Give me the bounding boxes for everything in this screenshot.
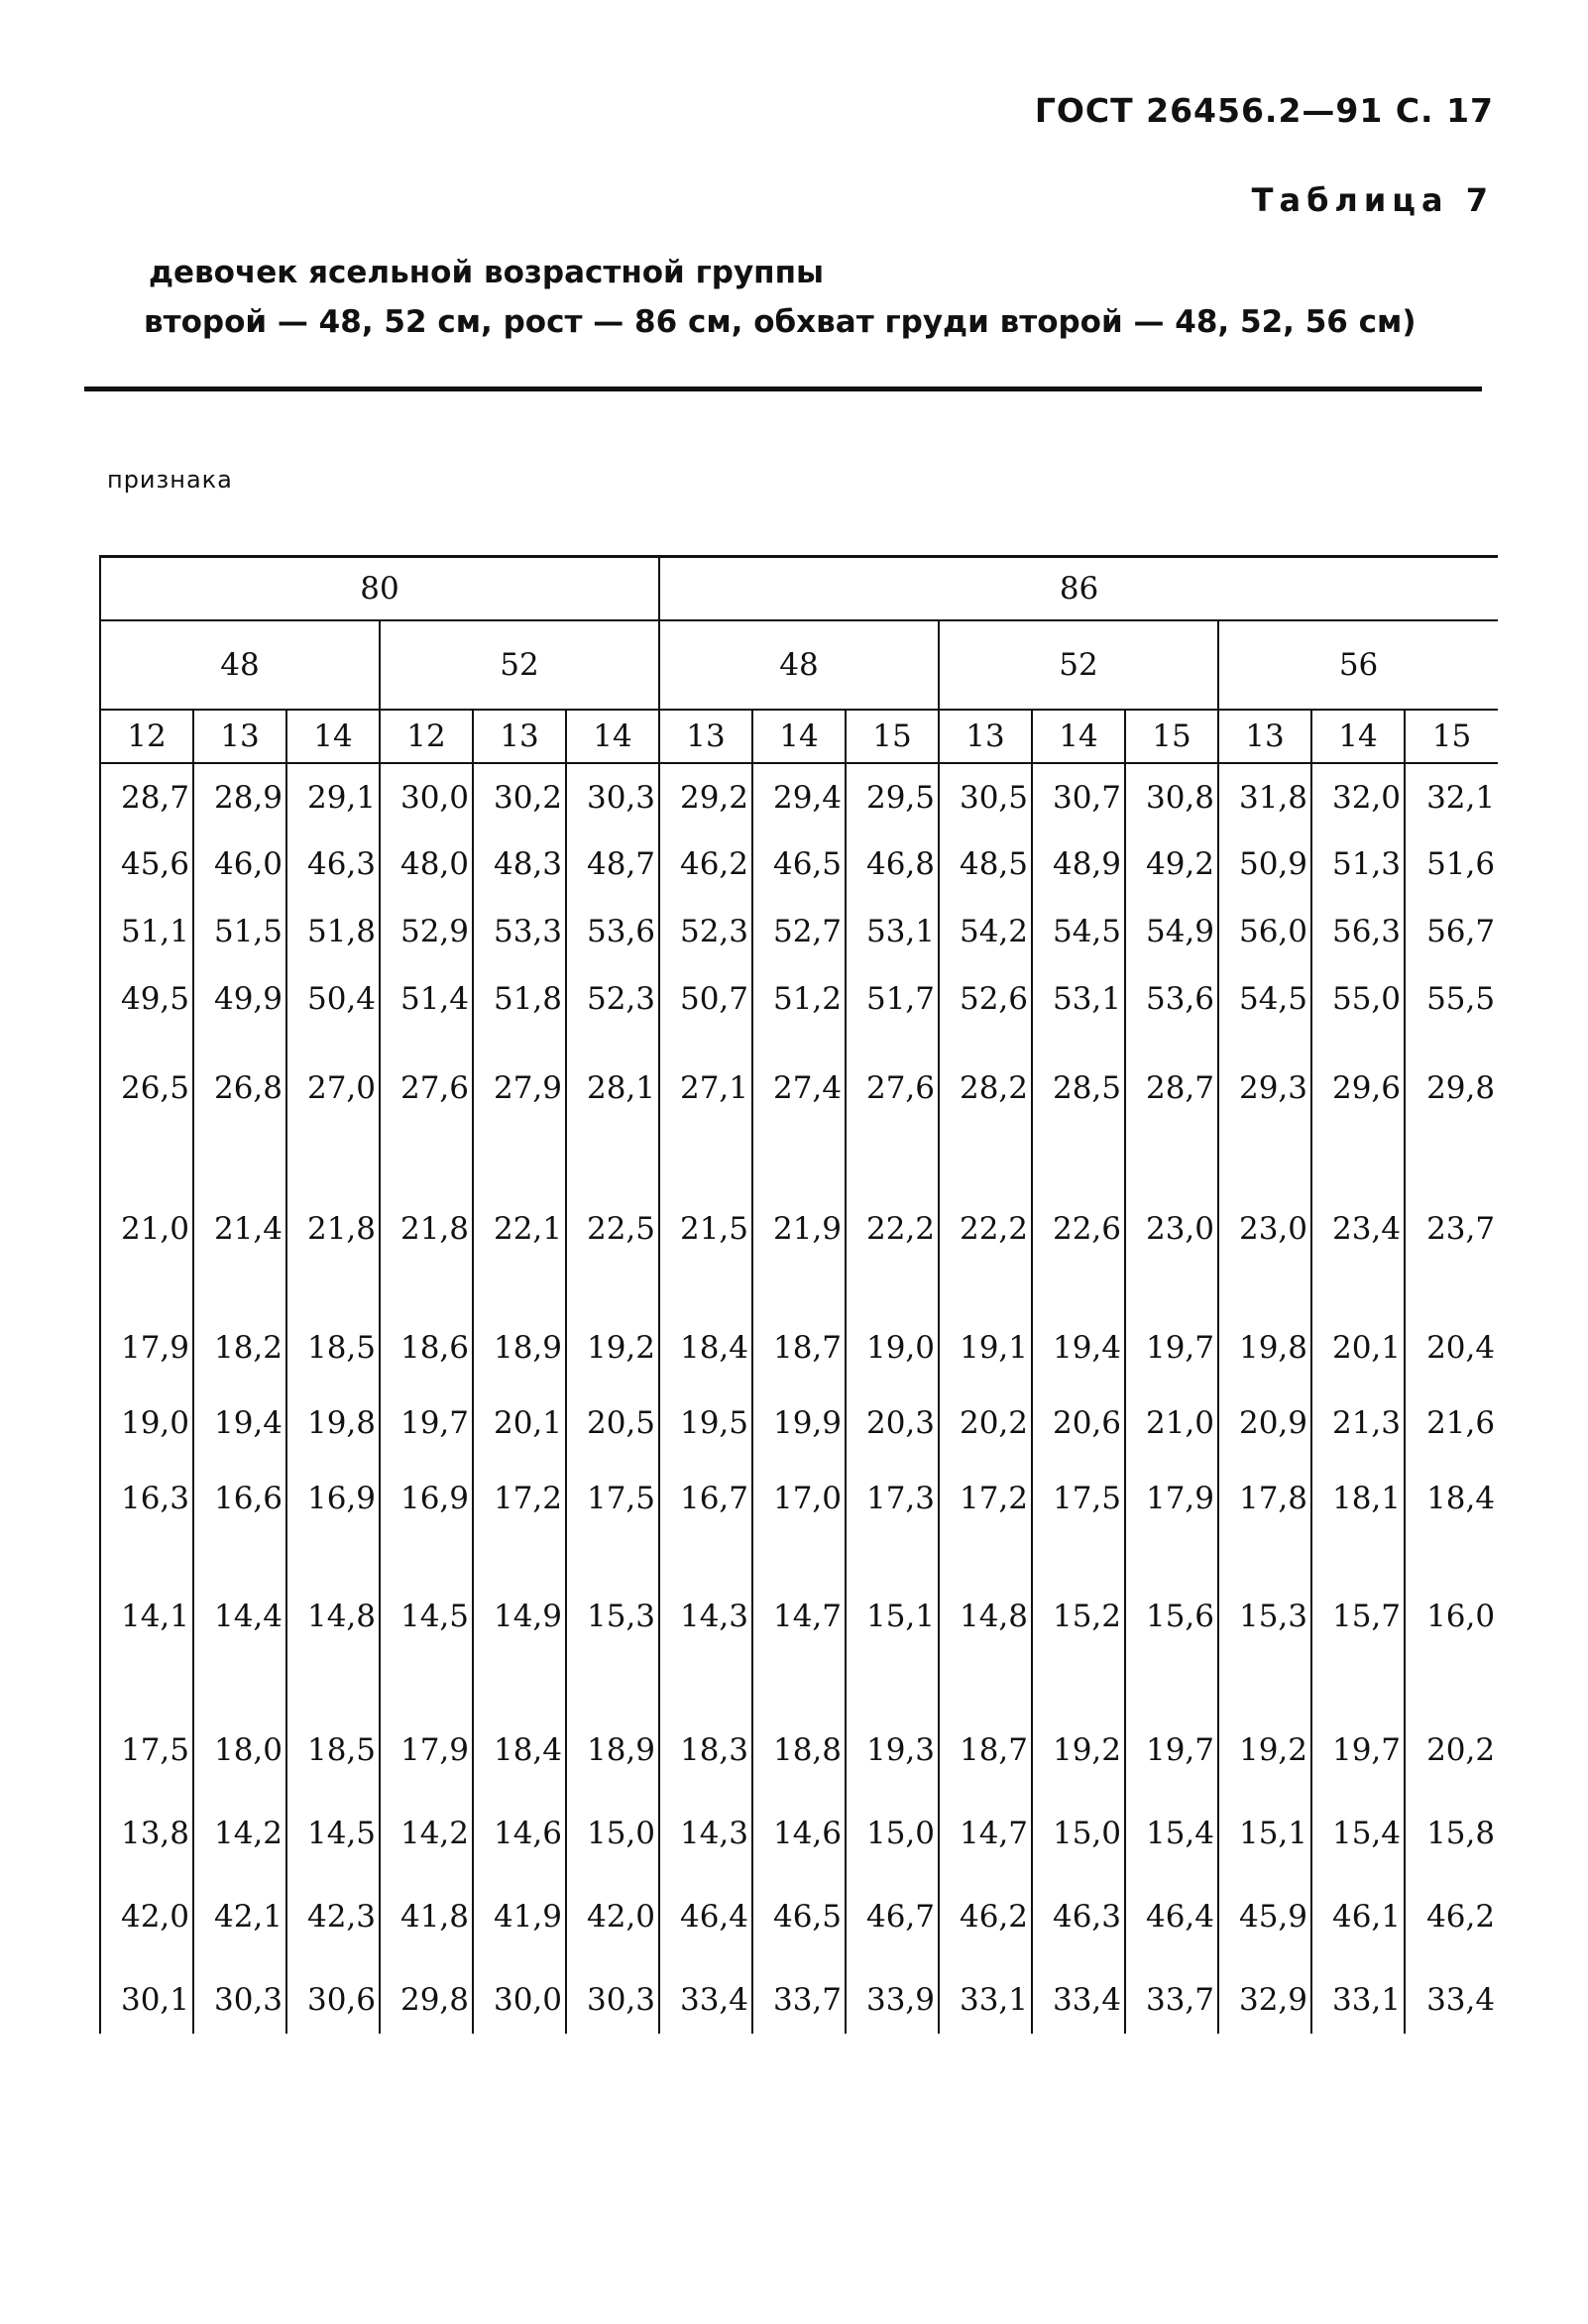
table-cell: 20,2 (939, 1382, 1032, 1465)
table-cell: 52,9 (380, 898, 473, 965)
table-caption (144, 248, 1417, 347)
table-cell: 52,3 (659, 898, 752, 965)
table-row (100, 1800, 1498, 1867)
table-cell: 14,2 (380, 1800, 473, 1867)
document-code: ГОСТ 26456.2—91 С. 17 (1034, 91, 1494, 130)
table-cell: 27,6 (846, 1033, 939, 1144)
hip-size-header: 13 (659, 710, 752, 763)
table-cell: 16,9 (380, 1465, 473, 1532)
table-cell: 17,3 (846, 1465, 939, 1532)
table-cell: 42,0 (566, 1867, 659, 1966)
table-cell: 14,8 (939, 1532, 1032, 1701)
table-cell: 48,3 (473, 830, 566, 898)
table-cell: 50,9 (1218, 830, 1311, 898)
table-cell: 14,5 (286, 1800, 380, 1867)
chest-group-header: 52 (939, 620, 1218, 710)
table-cell: 17,2 (473, 1465, 566, 1532)
table-cell: 29,8 (1405, 1033, 1498, 1144)
table-cell: 20,6 (1032, 1382, 1125, 1465)
table-cell: 30,3 (566, 1966, 659, 2034)
table-row (100, 1144, 1498, 1314)
table-cell: 17,8 (1218, 1465, 1311, 1532)
chest-group-header: 48 (100, 620, 380, 710)
table-cell: 52,7 (752, 898, 846, 965)
table-cell: 21,3 (1311, 1382, 1405, 1465)
table-cell: 53,6 (1125, 965, 1218, 1033)
table-cell: 18,9 (566, 1701, 659, 1800)
table-row (100, 1867, 1498, 1966)
table-cell: 18,9 (473, 1314, 566, 1382)
table-cell: 33,7 (752, 1966, 846, 2034)
table-cell: 14,6 (752, 1800, 846, 1867)
table-cell: 18,4 (659, 1314, 752, 1382)
table-cell: 42,1 (193, 1867, 286, 1966)
table-cell: 54,2 (939, 898, 1032, 965)
table-cell: 29,2 (659, 763, 752, 830)
table-cell: 18,1 (1311, 1465, 1405, 1532)
table-cell: 19,1 (939, 1314, 1032, 1382)
table-cell: 29,5 (846, 763, 939, 830)
table-cell: 30,3 (193, 1966, 286, 2034)
table-cell: 49,2 (1125, 830, 1218, 898)
table-cell: 41,8 (380, 1867, 473, 1966)
hip-header-row (100, 710, 1498, 763)
table-cell: 15,7 (1311, 1532, 1405, 1701)
table-cell: 18,2 (193, 1314, 286, 1382)
table-cell: 18,5 (286, 1314, 380, 1382)
table-cell: 33,7 (1125, 1966, 1218, 2034)
table-cell: 55,5 (1405, 965, 1498, 1033)
table-cell: 46,5 (752, 830, 846, 898)
table-cell: 19,7 (380, 1382, 473, 1465)
table-cell: 13,8 (100, 1800, 193, 1867)
table-cell: 21,5 (659, 1144, 752, 1314)
table-number: Таблица 7 (1251, 181, 1494, 219)
hip-size-header: 14 (752, 710, 846, 763)
table-cell: 16,9 (286, 1465, 380, 1532)
table-cell: 28,1 (566, 1033, 659, 1144)
table-cell: 16,0 (1405, 1532, 1498, 1701)
table-cell: 51,2 (752, 965, 846, 1033)
table-cell: 19,8 (286, 1382, 380, 1465)
table-row (100, 830, 1498, 898)
table-cell: 20,3 (846, 1382, 939, 1465)
table-cell: 32,0 (1311, 763, 1405, 830)
table-cell: 29,8 (380, 1966, 473, 2034)
table-cell: 33,1 (939, 1966, 1032, 2034)
table-row (100, 898, 1498, 965)
table-cell: 46,4 (659, 1867, 752, 1966)
table-cell: 19,4 (193, 1382, 286, 1465)
table-row (100, 1382, 1498, 1465)
table-cell: 23,7 (1405, 1144, 1498, 1314)
table-cell: 31,8 (1218, 763, 1311, 830)
table-cell: 46,2 (939, 1867, 1032, 1966)
table-cell: 15,0 (846, 1800, 939, 1867)
hip-size-header: 14 (566, 710, 659, 763)
table-cell: 14,3 (659, 1800, 752, 1867)
table-cell: 20,9 (1218, 1382, 1311, 1465)
table-cell: 45,9 (1218, 1867, 1311, 1966)
table-cell: 17,0 (752, 1465, 846, 1532)
table-cell: 18,8 (752, 1701, 846, 1800)
table-cell: 50,4 (286, 965, 380, 1033)
table-row (100, 1532, 1498, 1701)
table-cell: 15,3 (566, 1532, 659, 1701)
table-cell: 28,9 (193, 763, 286, 830)
table-cell: 15,4 (1311, 1800, 1405, 1867)
table-cell: 19,9 (752, 1382, 846, 1465)
height-group-header: 86 (659, 557, 1498, 621)
table-cell: 20,1 (1311, 1314, 1405, 1382)
table-cell: 30,0 (380, 763, 473, 830)
table-cell: 56,0 (1218, 898, 1311, 965)
table-cell: 49,5 (100, 965, 193, 1033)
hip-size-header: 14 (1032, 710, 1125, 763)
table-cell: 23,0 (1218, 1144, 1311, 1314)
table-cell: 46,5 (752, 1867, 846, 1966)
table-cell: 46,7 (846, 1867, 939, 1966)
table-cell: 30,5 (939, 763, 1032, 830)
table-cell: 17,5 (1032, 1465, 1125, 1532)
table-cell: 51,8 (473, 965, 566, 1033)
table-cell: 21,4 (193, 1144, 286, 1314)
table-cell: 21,0 (1125, 1382, 1218, 1465)
table-cell: 53,6 (566, 898, 659, 965)
table-cell: 29,1 (286, 763, 380, 830)
table-cell: 19,8 (1218, 1314, 1311, 1382)
table-cell: 20,4 (1405, 1314, 1498, 1382)
chest-header-row (100, 620, 1498, 710)
caption-line-1: девочек ясельной возрастной группы (149, 255, 825, 290)
table-cell: 46,4 (1125, 1867, 1218, 1966)
table-cell: 17,9 (100, 1314, 193, 1382)
table-cell: 18,4 (1405, 1465, 1498, 1532)
hip-size-header: 12 (380, 710, 473, 763)
table-cell: 46,3 (1032, 1867, 1125, 1966)
table-cell: 29,3 (1218, 1033, 1311, 1144)
table-cell: 42,0 (100, 1867, 193, 1966)
table-cell: 18,3 (659, 1701, 752, 1800)
table-cell: 14,7 (939, 1800, 1032, 1867)
table-cell: 52,3 (566, 965, 659, 1033)
table-cell: 20,2 (1405, 1701, 1498, 1800)
table-cell: 27,0 (286, 1033, 380, 1144)
table-cell: 18,7 (939, 1701, 1032, 1800)
table-cell: 51,7 (846, 965, 939, 1033)
table-cell: 56,7 (1405, 898, 1498, 965)
table-cell: 49,9 (193, 965, 286, 1033)
table-cell: 17,5 (566, 1465, 659, 1532)
table-cell: 14,5 (380, 1532, 473, 1701)
table-cell: 51,5 (193, 898, 286, 965)
table-cell: 16,7 (659, 1465, 752, 1532)
table-cell: 53,1 (846, 898, 939, 965)
table-cell: 21,9 (752, 1144, 846, 1314)
table-cell: 23,0 (1125, 1144, 1218, 1314)
table-cell: 53,3 (473, 898, 566, 965)
table-cell: 18,0 (193, 1701, 286, 1800)
table-cell: 30,7 (1032, 763, 1125, 830)
table-cell: 21,8 (286, 1144, 380, 1314)
table-cell: 30,1 (100, 1966, 193, 2034)
table-cell: 17,9 (1125, 1465, 1218, 1532)
table-cell: 19,4 (1032, 1314, 1125, 1382)
table-cell: 19,5 (659, 1382, 752, 1465)
hip-size-header: 15 (846, 710, 939, 763)
table-cell: 14,1 (100, 1532, 193, 1701)
table-cell: 19,2 (1218, 1701, 1311, 1800)
table-cell: 16,6 (193, 1465, 286, 1532)
table-cell: 52,6 (939, 965, 1032, 1033)
table-cell: 19,7 (1125, 1314, 1218, 1382)
hip-size-header: 13 (473, 710, 566, 763)
table-cell: 51,3 (1311, 830, 1405, 898)
table-cell: 48,0 (380, 830, 473, 898)
table-cell: 54,9 (1125, 898, 1218, 965)
table-cell: 19,2 (566, 1314, 659, 1382)
table-cell: 51,8 (286, 898, 380, 965)
table-cell: 29,4 (752, 763, 846, 830)
table-cell: 54,5 (1032, 898, 1125, 965)
table-cell: 21,6 (1405, 1382, 1498, 1465)
table-cell: 51,4 (380, 965, 473, 1033)
table-cell: 42,3 (286, 1867, 380, 1966)
table-cell: 48,5 (939, 830, 1032, 898)
chest-group-header: 48 (659, 620, 939, 710)
table-cell: 30,0 (473, 1966, 566, 2034)
table-cell: 45,6 (100, 830, 193, 898)
table-cell: 18,4 (473, 1701, 566, 1800)
table-cell: 28,7 (1125, 1033, 1218, 1144)
table-cell: 33,1 (1311, 1966, 1405, 2034)
table-cell: 26,8 (193, 1033, 286, 1144)
table-row (100, 1701, 1498, 1800)
table-cell: 30,6 (286, 1966, 380, 2034)
table-cell: 17,5 (100, 1701, 193, 1800)
table-cell: 48,7 (566, 830, 659, 898)
table-cell: 33,4 (1405, 1966, 1498, 2034)
table-cell: 28,7 (100, 763, 193, 830)
table-cell: 23,4 (1311, 1144, 1405, 1314)
table-cell: 32,1 (1405, 763, 1498, 830)
table-cell: 19,0 (100, 1382, 193, 1465)
table-cell: 20,5 (566, 1382, 659, 1465)
hip-size-header: 14 (1311, 710, 1405, 763)
hip-size-header: 13 (939, 710, 1032, 763)
table-cell: 19,3 (846, 1701, 939, 1800)
table-cell: 26,5 (100, 1033, 193, 1144)
table-cell: 22,2 (939, 1144, 1032, 1314)
table-header (100, 557, 1498, 764)
table-cell: 15,8 (1405, 1800, 1498, 1867)
table-cell: 46,2 (1405, 1867, 1498, 1966)
table-cell: 15,6 (1125, 1532, 1218, 1701)
table-cell: 30,3 (566, 763, 659, 830)
table-row (100, 1314, 1498, 1382)
table-cell: 17,2 (939, 1465, 1032, 1532)
table-cell: 30,8 (1125, 763, 1218, 830)
table-cell: 53,1 (1032, 965, 1125, 1033)
table-row (100, 1465, 1498, 1532)
hip-size-header: 13 (1218, 710, 1311, 763)
table-cell: 28,2 (939, 1033, 1032, 1144)
table-cell: 19,0 (846, 1314, 939, 1382)
table-row (100, 763, 1498, 830)
table-cell: 32,9 (1218, 1966, 1311, 2034)
hip-size-header: 15 (1125, 710, 1218, 763)
table-body (100, 763, 1498, 2034)
table-cell: 48,9 (1032, 830, 1125, 898)
table-cell: 27,4 (752, 1033, 846, 1144)
table-cell: 15,1 (846, 1532, 939, 1701)
table-cell: 46,0 (193, 830, 286, 898)
table-cell: 18,7 (752, 1314, 846, 1382)
table-cell: 22,2 (846, 1144, 939, 1314)
table-cell: 56,3 (1311, 898, 1405, 965)
table-cell: 27,6 (380, 1033, 473, 1144)
table-cell: 33,4 (659, 1966, 752, 2034)
table-cell: 19,7 (1125, 1701, 1218, 1800)
table-row (100, 965, 1498, 1033)
chest-group-header: 56 (1218, 620, 1498, 710)
table-row (100, 1966, 1498, 2034)
height-header-row (100, 557, 1498, 621)
table-cell: 14,8 (286, 1532, 380, 1701)
table-cell: 41,9 (473, 1867, 566, 1966)
table-cell: 33,4 (1032, 1966, 1125, 2034)
table-cell: 15,3 (1218, 1532, 1311, 1701)
table-cell: 46,8 (846, 830, 939, 898)
table-cell: 54,5 (1218, 965, 1311, 1033)
table-cell: 50,7 (659, 965, 752, 1033)
table-cell: 27,9 (473, 1033, 566, 1144)
table-cell: 46,1 (1311, 1867, 1405, 1966)
caption-line-2: второй — 48, 52 см, рост — 86 см, обхват груди второй — 48, 52, 56 см) (144, 304, 1417, 340)
hip-size-header: 14 (286, 710, 380, 763)
table-cell: 29,6 (1311, 1033, 1405, 1144)
measurements-table (99, 555, 1498, 2034)
table-cell: 33,9 (846, 1966, 939, 2034)
table-cell: 22,6 (1032, 1144, 1125, 1314)
table-cell: 46,2 (659, 830, 752, 898)
hip-size-header: 15 (1405, 710, 1498, 763)
table-cell: 21,8 (380, 1144, 473, 1314)
table-cell: 18,5 (286, 1701, 380, 1800)
top-rule (84, 387, 1482, 391)
table-cell: 14,9 (473, 1532, 566, 1701)
table-cell: 19,2 (1032, 1701, 1125, 1800)
table-row (100, 1033, 1498, 1144)
table-cell: 51,1 (100, 898, 193, 965)
hip-size-header: 13 (193, 710, 286, 763)
table-cell: 15,1 (1218, 1800, 1311, 1867)
table-cell: 15,0 (566, 1800, 659, 1867)
height-group-header: 80 (100, 557, 659, 621)
table-cell: 30,2 (473, 763, 566, 830)
table-cell: 17,9 (380, 1701, 473, 1800)
table-cell: 15,2 (1032, 1532, 1125, 1701)
table-cell: 15,0 (1032, 1800, 1125, 1867)
table-cell: 21,0 (100, 1144, 193, 1314)
table-cell: 16,3 (100, 1465, 193, 1532)
table-cell: 55,0 (1311, 965, 1405, 1033)
table-cell: 22,5 (566, 1144, 659, 1314)
table-cell: 14,7 (752, 1532, 846, 1701)
table-cell: 14,2 (193, 1800, 286, 1867)
chest-group-header: 52 (380, 620, 659, 710)
table-cell: 15,4 (1125, 1800, 1218, 1867)
hip-size-header: 12 (100, 710, 193, 763)
table-cell: 19,7 (1311, 1701, 1405, 1800)
table-cell: 27,1 (659, 1033, 752, 1144)
table-cell: 14,4 (193, 1532, 286, 1701)
table-cell: 28,5 (1032, 1033, 1125, 1144)
table-cell: 46,3 (286, 830, 380, 898)
table-cell: 22,1 (473, 1144, 566, 1314)
table-cell: 14,6 (473, 1800, 566, 1867)
table-cell: 14,3 (659, 1532, 752, 1701)
table-cell: 18,6 (380, 1314, 473, 1382)
feature-column-label: признака (107, 466, 233, 494)
table-cell: 20,1 (473, 1382, 566, 1465)
table-cell: 51,6 (1405, 830, 1498, 898)
